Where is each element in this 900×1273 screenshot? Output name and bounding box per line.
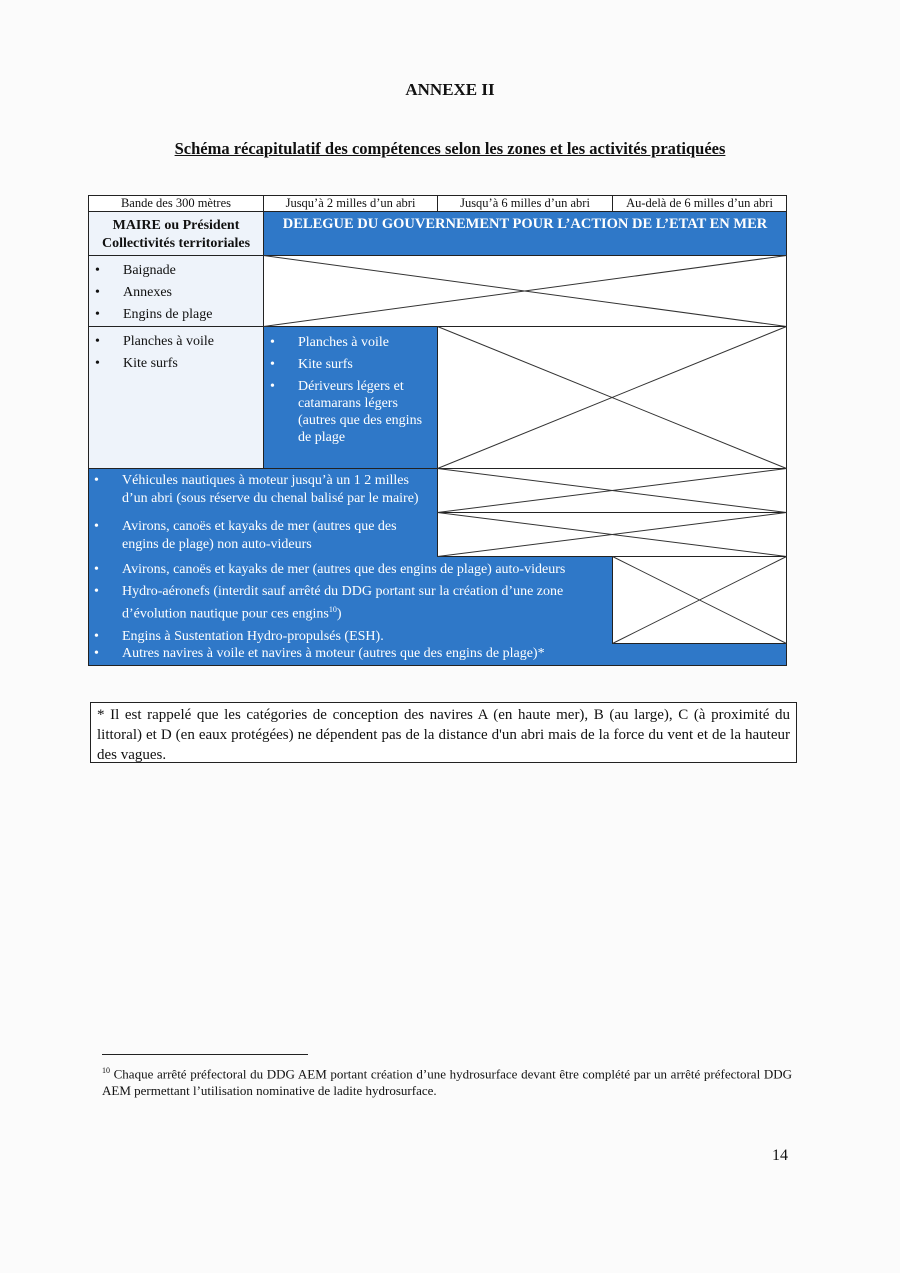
row3-item: • Véhicules nautiques à moteur jusqu’à un 1 2 milles d’un abri (sous réserve du chenal balisé par le maire)	[88, 472, 433, 508]
row2-state-item: • Dériveurs légers et catamarans légers (autres que des engins de plage	[264, 378, 431, 446]
zone-header-300m: Bande des 300 mètres	[88, 195, 264, 212]
zone-header-6-milles: Jusqu’à 6 milles d’un abri	[437, 195, 613, 212]
footnote	[102, 1062, 792, 1099]
row1-item: • Baignade	[89, 260, 263, 282]
footnote-separator	[102, 1054, 308, 1055]
row4-item: • Avirons, canoës et kayaks de mer (autres que des engins de plage) non auto-videurs	[88, 518, 433, 554]
zone-header-beyond-6-milles: Au-delà de 6 milles d’un abri	[612, 195, 787, 212]
cross-box-row3	[438, 469, 787, 513]
row2-state-item: • Planches à voile	[264, 334, 431, 351]
note-box: * Il est rappelé que les catégories de conception des navires A (en haute mer), B (au large), C (à proximité du littoral) et D (en eaux protégées) ne dépendent pas de la distance d'un abri mais de la force du vent et de la hauteur des vagues.	[90, 702, 797, 763]
row5-item: • Engins à Sustentation Hydro-propulsés (ESH).	[88, 628, 610, 646]
cross-box-row1	[264, 256, 787, 327]
row2-local-item: • Kite surfs	[89, 353, 263, 375]
row5-item-tail: )	[336, 606, 342, 622]
row2-state-item: • Kite surfs	[264, 356, 431, 373]
footnote-text: Chaque arrêté préfectoral du DDG AEM portant création d’une hydrosurface devant être complété par un arrêté préfectoral DDG AEM permettant l’utilisation nominative de ladite hydrosurface.	[102, 1066, 792, 1099]
cross-box-row2	[438, 327, 787, 469]
page-number: 14	[772, 1147, 788, 1164]
row2-local-item: • Planches à voile	[89, 331, 263, 353]
authority-local-line1: MAIRE ou Président	[112, 218, 240, 233]
row1-item: • Engins de plage	[89, 304, 263, 326]
footnote-number: 10	[102, 1066, 110, 1075]
row6-item: • Autres navires à voile et navires à moteur (autres que des engins de plage)*	[88, 645, 778, 663]
schema-title: Schéma récapitulatif des compétences selon les zones et les activités pratiquées	[174, 139, 726, 158]
authority-local-line2: Collectivités territoriales	[101, 236, 251, 251]
cross-box-row5	[613, 557, 787, 644]
cross-box-row4	[438, 513, 787, 557]
footnote-ref: 10	[328, 605, 337, 614]
authority-state: DELEGUE DU GOUVERNEMENT POUR L’ACTION DE L’ETAT EN MER	[263, 211, 787, 256]
zone-header-2-milles: Jusqu’à 2 milles d’un abri	[263, 195, 438, 212]
row5-item: • Avirons, canoës et kayaks de mer (autres que des engins de plage) auto-videurs	[88, 561, 610, 579]
row1-item: • Annexes	[89, 282, 263, 304]
row5-item-text: Hydro-aéronefs (interdit sauf arrêté du DDG portant sur la création d’une zone d’évolution nautique pour ces engins	[122, 584, 564, 622]
annex-title: ANNEXE II	[405, 80, 495, 99]
